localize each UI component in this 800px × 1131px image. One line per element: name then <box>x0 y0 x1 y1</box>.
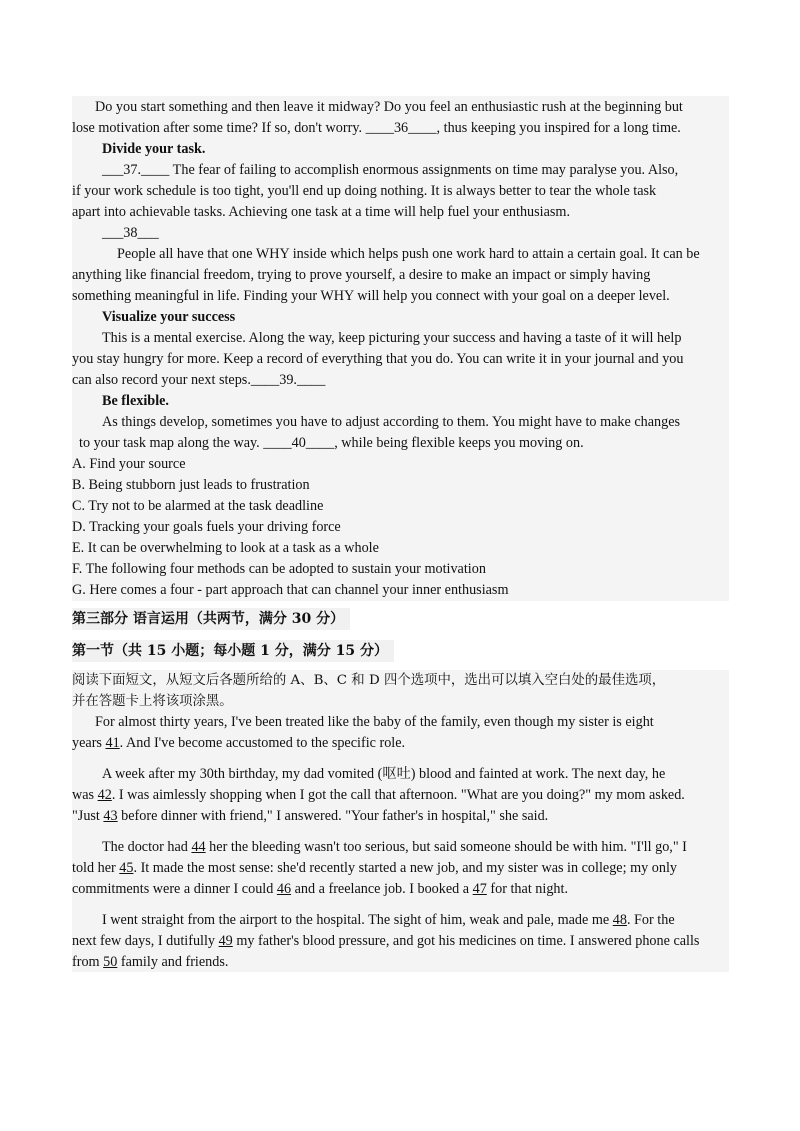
cloze-para2-line-2: was 42. I was aimlessly shopping when I got the call that afternoon. "What are you doing?" my mom asked. <box>72 787 685 803</box>
option-c: C. Try not to be alarmed at the task deadline <box>72 498 324 514</box>
para2-line-2: anything like financial freedom, trying to prove yourself, a desire to make an impact or simply having <box>72 267 651 283</box>
option-g: G. Here comes a four - part approach that can channel your inner enthusiasm <box>72 582 509 598</box>
cloze-para1-line-2: years 41. And I've become accustomed to the specific role. <box>72 735 406 751</box>
intro-line-2: lose motivation after some time? If so, don't worry. ____36____, thus keeping you inspired for a long time. <box>72 120 681 136</box>
cloze-para3-line-3: commitments were a dinner I could 46 and a freelance job. I booked a 47 for that night. <box>72 881 569 897</box>
intro-line-1: Do you start something and then leave it midway? Do you feel an enthusiastic rush at the beginning but <box>95 99 683 115</box>
instruction-line-2: 并在答题卡上将该项涂黑。 <box>72 694 233 709</box>
blank-38: ___38___ <box>102 225 159 241</box>
reading-passage <box>72 96 729 601</box>
para3-line-1: This is a mental exercise. Along the way, keep picturing your success and having a taste of it will help <box>102 330 682 346</box>
para2-line-3: something meaningful in life. Finding your WHY will help you connect with your goal on a deeper level. <box>72 288 670 304</box>
blank-41: 41 <box>105 735 120 751</box>
cloze-para4-line-3: from 50 family and friends. <box>72 954 229 970</box>
blank-49: 49 <box>218 933 233 949</box>
cloze-passage <box>72 670 729 972</box>
section3-part1-title: 第一节（共 15 小题；每小题 1 分，满分 15 分） <box>72 640 394 662</box>
cloze-para1-line-1: For almost thirty years, I've been treated like the baby of the family, even though my sister is eight <box>95 714 654 730</box>
para2-line-1: People all have that one WHY inside which helps push one work hard to attain a certain goal. It can be <box>117 246 700 262</box>
blank-43: 43 <box>103 808 118 824</box>
heading-visualize: Visualize your success <box>102 309 236 325</box>
option-a: A. Find your source <box>72 456 186 472</box>
option-b: B. Being stubborn just leads to frustration <box>72 477 310 493</box>
option-e: E. It can be overwhelming to look at a task as a whole <box>72 540 379 556</box>
blank-47: 47 <box>472 881 487 897</box>
instruction-line-1: 阅读下面短文，从短文后各题所给的 A、B、C 和 D 四个选项中，选出可以填入空白处的最佳选项， <box>72 673 666 688</box>
para3-line-3: can also record your next steps.____39.____ <box>72 372 326 388</box>
cloze-para3-line-2: told her 45. It made the most sense: she'd recently started a new job, and my sister was in college; my only <box>72 860 677 876</box>
cloze-para4-line-1: I went straight from the airport to the hospital. The sight of him, weak and pale, made me 48. For the <box>102 912 675 928</box>
heading-divide-task: Divide your task. <box>102 141 206 157</box>
blank-48: 48 <box>612 912 627 928</box>
para4-line-1: As things develop, sometimes you have to adjust according to them. You might have to make changes <box>102 414 681 430</box>
para1-line-2: if your work schedule is too tight, you'll end up doing nothing. It is always better to tear the whole task <box>72 183 657 199</box>
cloze-para2-line-3: "Just 43 before dinner with friend," I answered. "Your father's in hospital," she said. <box>72 808 549 824</box>
section3-title: 第三部分 语言运用（共两节，满分 30 分） <box>72 608 350 630</box>
para3-line-2: you stay hungry for more. Keep a record of everything that you do. You can write it in your journal and you <box>72 351 684 367</box>
para1-line-3: apart into achievable tasks. Achieving one task at a time will help fuel your enthusiasm. <box>72 204 571 220</box>
blank-45: 45 <box>119 860 134 876</box>
option-d: D. Tracking your goals fuels your driving force <box>72 519 341 535</box>
blank-42: 42 <box>97 787 112 803</box>
cloze-para3-line-1: The doctor had 44 her the bleeding wasn't too serious, but said someone should be with him. "I'll go," I <box>102 839 687 855</box>
para4-line-2: to your task map along the way. ____40____, while being flexible keeps you moving on. <box>79 435 584 451</box>
cloze-para4-line-2: next few days, I dutifully 49 my father's blood pressure, and got his medicines on time. I answered phone calls <box>72 933 700 949</box>
blank-44: 44 <box>191 839 206 855</box>
blank-46: 46 <box>276 881 292 897</box>
cloze-para2-line-1: A week after my 30th birthday, my dad vomited (呕吐) blood and fainted at work. The next day, he <box>102 766 666 782</box>
para1-line-1: ___37.____ The fear of failing to accomplish enormous assignments on time may paralyse you. Also, <box>102 162 679 178</box>
option-f: F. The following four methods can be adopted to sustain your motivation <box>72 561 486 577</box>
blank-50: 50 <box>103 954 118 970</box>
heading-flexible: Be flexible. <box>102 393 169 409</box>
